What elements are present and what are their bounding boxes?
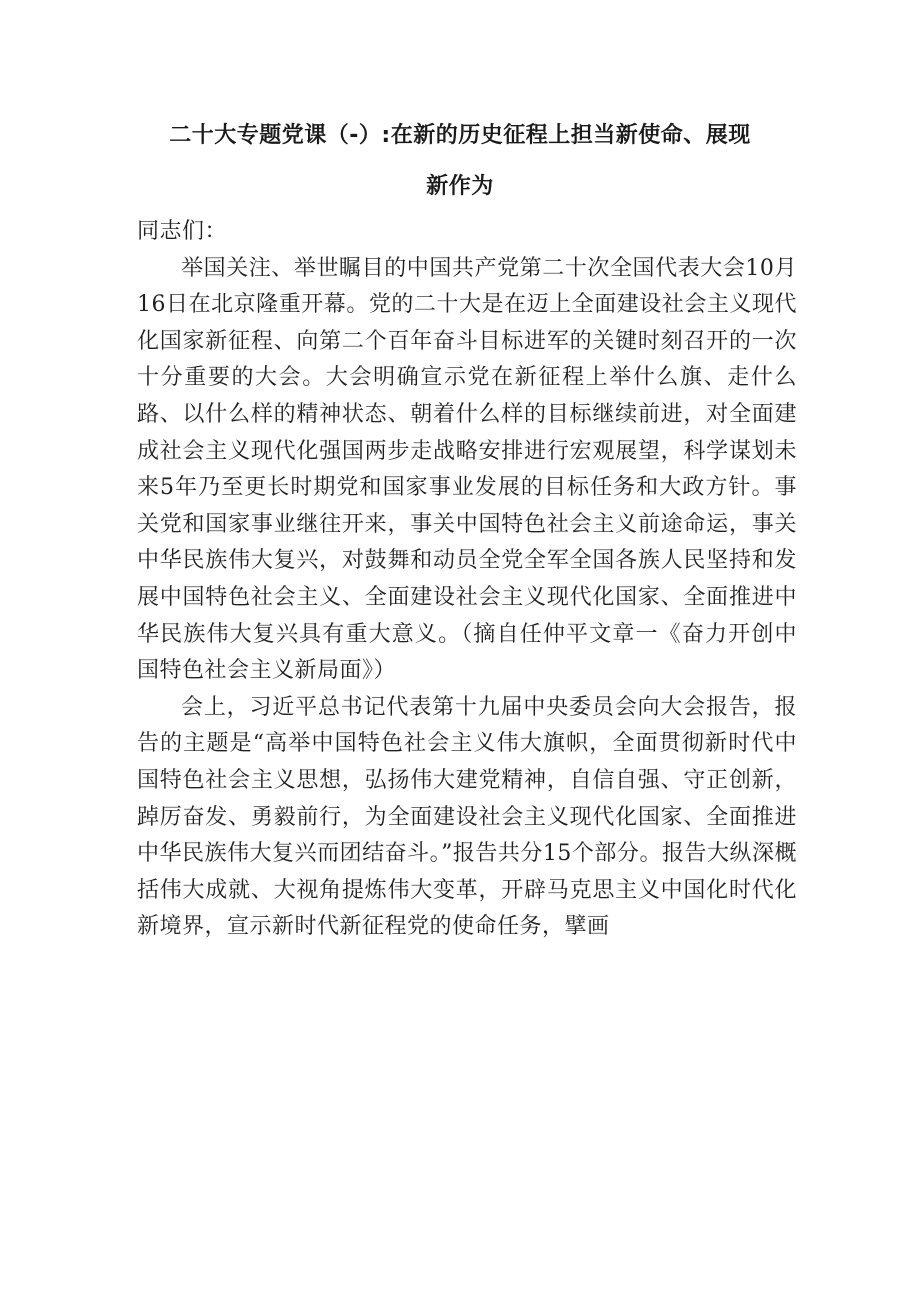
paragraph-2: 会上，习近平总书记代表第十九届中央委员会向大会报告，报告的主题是“高举中国特色社会主义伟大旗帜，全面贯彻新时代中国特色社会主义思想，弘扬伟大建党精神，自信自强、守正创新，踔厉奋发、勇毅前行，为全面建设社会主义现代化国家、全面推进中华民族伟大复兴而团结奋斗。”报告共分15个部分。报告大纵深概括伟大成就、大视角提炼伟大变革，开辟马克思主义中国化时代化新境界，宣示新时代新征程党的使命任务，擘画 [137, 694, 797, 940]
salutation: 同志们： [137, 219, 228, 244]
paragraph-1: 举国关注、举世瞩目的中国共产党第二十次全国代表大会10月16日在北京隆重开幕。党的二十大是在迈上全面建设社会主义现代化国家新征程、向第二个百年奋斗目标进军的关键时刻召开的一次十分重要的大会。大会明确宣示党在新征程上举什么旗、走什么路、以什么样的精神状态、朝着什么样的目标继续前进，对全面建成社会主义现代化强国两步走战略安排进行宏观展望，科学谋划未来5年乃至更长时期党和国家事业发展的目标任务和大政方针。事关党和国家事业继往开来，事关中国特色社会主义前途命运，事关中华民族伟大复兴，对鼓舞和动员全党全军全国各族人民坚持和发展中国特色社会主义、全面建设社会主义现代化国家、全面推进中华民族伟大复兴具有重大意义。（摘自任仲平文章一《奋力开创中国特色社会主义新局面》） [137, 255, 797, 684]
document-title-line-2: 新作为 [426, 174, 494, 199]
document-title-line-1: 二十大专题党课（-）:在新的历史征程上担当新使命、展现 [169, 123, 751, 148]
document-body [137, 214, 797, 946]
